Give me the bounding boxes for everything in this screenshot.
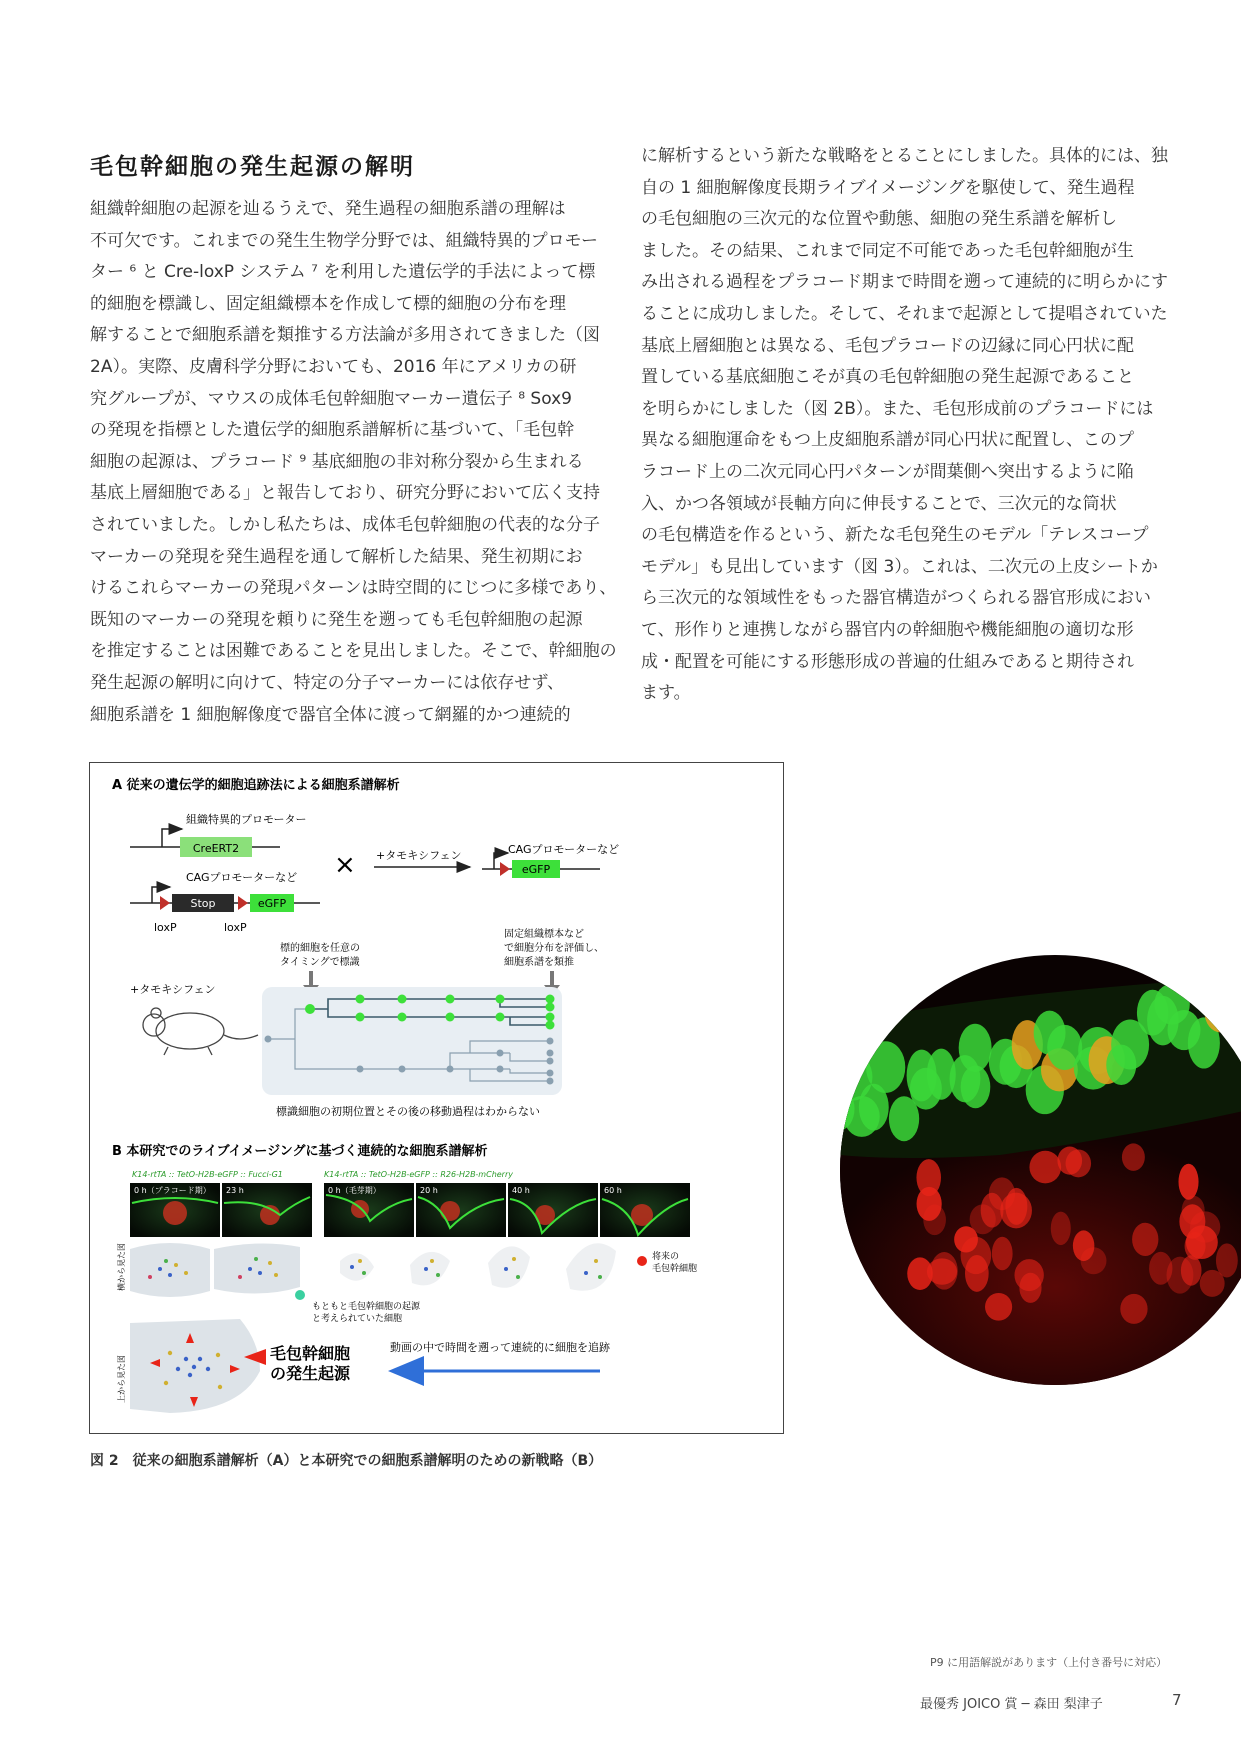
red-nucleus — [985, 1293, 1012, 1321]
panel-a-title: A 従来の遺伝学的細胞追跡法による細胞系譜解析 — [112, 778, 400, 793]
egfp-label: eGFP — [257, 897, 287, 910]
text-line: 2A）。実際、皮膚科学分野においても、2016 年にアメリカの研 — [90, 356, 577, 377]
text-line: 発生起源の解明に向けて、特定の分子マーカーには依存せず、 — [90, 672, 564, 693]
time-label-0: 0 h（プラコード期） — [134, 1186, 211, 1195]
section-heading: 毛包幹細胞の発生起源の解明 — [90, 154, 415, 180]
text-line: に解析するという新たな戦略をとることにしました。具体的には、独 — [641, 146, 1168, 166]
origin-thought-marker — [295, 1290, 305, 1300]
top-view-rendering — [130, 1319, 260, 1413]
figure-caption: 図 2 従来の細胞系譜解析（A）と本研究での細胞系譜解明のための新戦略（B） — [90, 1453, 603, 1469]
red-nucleus — [1120, 1294, 1147, 1324]
fixed-label-2: で細胞分布を評価し、 — [504, 943, 604, 954]
red-nucleus — [1122, 1143, 1145, 1170]
text-line: 細胞系譜を 1 細胞解像度で器官全体に渡って網羅的かつ連続的 — [90, 704, 571, 725]
text-line: 置している基底細胞こそが真の毛包幹細胞の発生起源であること — [641, 367, 1134, 388]
left-column — [90, 194, 617, 731]
cag-promoter-label-2: CAGプロモーターなど — [508, 843, 620, 856]
green-nucleus — [866, 1041, 905, 1093]
origin-thought-label-2: と考えられていた細胞 — [312, 1314, 403, 1324]
text-line: の発現を指標とした遺伝学的細胞系譜解析に基づいて、「毛包幹 — [90, 420, 575, 441]
red-nucleus — [1081, 1247, 1107, 1274]
origin-label-2: の発生起源 — [270, 1364, 351, 1383]
future-stem-label-2: 毛包幹細胞 — [652, 1264, 698, 1274]
tamoxifen-arrow-label: +タモキシフェン — [376, 849, 462, 862]
text-line: 入、かつ各領域が長軸方向に伸長することで、三次元的な筒状 — [641, 493, 1117, 514]
green-nucleus — [1230, 994, 1241, 1040]
red-nucleus — [992, 1237, 1013, 1271]
text-line: 成・配置を可能にする形態形成の普遍的仕組みであると期待され — [641, 651, 1134, 672]
tamoxifen-mouse-label: +タモキシフェン — [130, 983, 216, 996]
future-stem-label-1: 将来の — [652, 1252, 680, 1262]
red-nucleus — [1066, 1149, 1092, 1177]
egfp-label-2: eGFP — [521, 863, 551, 876]
panel-b-title: B 本研究でのライブイメージングに基づく連続的な細胞系譜解析 — [112, 1144, 488, 1159]
green-nucleus — [959, 1024, 992, 1072]
text-line: 自の 1 細胞解像度長期ライブイメージングを駆使して、発生過程 — [641, 177, 1135, 198]
page-number: 7 — [1172, 1691, 1182, 1709]
text-line: て、形作りと連携しながら器官内の幹細胞や機能細胞の適切な形 — [641, 619, 1134, 640]
creert2-label: CreERT2 — [192, 842, 240, 855]
text-line: ることに成功しました。そして、それまで起源として提唱されていた — [641, 303, 1168, 324]
red-nucleus — [1182, 1196, 1205, 1225]
time-label-1: 23 h — [226, 1186, 244, 1195]
right-column — [641, 141, 1168, 710]
text-line: 既知のマーカーの発現を頼りに発生を遡っても毛包幹細胞の起源 — [90, 609, 583, 630]
green-nucleus — [1205, 992, 1237, 1033]
red-nucleus — [1167, 1257, 1194, 1294]
text-line: ました。その結果、これまで同定不可能であった毛包幹細胞が生 — [641, 240, 1134, 261]
green-nucleus — [1188, 1017, 1220, 1068]
red-nucleus — [917, 1187, 942, 1221]
red-nucleus — [989, 1177, 1015, 1210]
red-nucleus — [1179, 1164, 1199, 1200]
page-footer: 最優秀 JOICO 賞 ─ 森田 梨津子 — [920, 1697, 1103, 1712]
text-line: 究グループが、マウスの成体毛包幹細胞マーカー遺伝子 ⁸ Sox9 — [90, 388, 572, 409]
text-line: 基底上層細胞である」と報告しており、研究分野において広く支持 — [90, 483, 600, 504]
red-nucleus — [931, 1252, 958, 1290]
time-label-5: 60 h — [604, 1186, 622, 1195]
text-line: 細胞の起源は、プラコード ⁹ 基底細胞の非対称分裂から生まれる — [90, 451, 584, 472]
text-line: 基底上層細胞とは異なる、毛包プラコードの辺縁に同心円状に配 — [641, 335, 1134, 356]
genotype-2: K14-rtTA :: TetO-H2B-eGFP :: R26-H2B-mCherry — [324, 1170, 513, 1179]
text-line: ます。 — [641, 683, 691, 704]
future-stem-marker — [637, 1256, 647, 1266]
fixed-label-1: 固定組織標本など — [504, 929, 584, 940]
text-line: を明らかにしました（図 2B）。また、毛包形成前のプラコードには — [641, 398, 1154, 419]
figure-2-graphic — [90, 763, 782, 1432]
footnote: P9 に用語解説があります（上付き番号に対応） — [930, 1656, 1168, 1669]
time-label-4: 40 h — [512, 1186, 530, 1195]
text-line: されていました。しかし私たちは、成体毛包幹細胞の代表的な分子 — [90, 514, 600, 535]
loxp-label-2: loxP — [224, 921, 247, 934]
red-nucleus — [1200, 1270, 1225, 1297]
green-nucleus — [1207, 975, 1237, 1019]
origin-label-1: 毛包幹細胞 — [270, 1344, 351, 1363]
cag-promoter-label: CAGプロモーターなど — [186, 871, 298, 884]
loxp-label-1: loxP — [154, 921, 177, 934]
timing-label-2: タイミングで標識 — [280, 957, 360, 968]
origin-thought-label-1: もともと毛包幹細胞の起源 — [312, 1302, 421, 1312]
red-nucleus — [1029, 1151, 1061, 1184]
text-line: 異なる細胞運命をもつ上皮細胞系譜が同心円状に配置し、このプ — [641, 430, 1134, 451]
stop-label: Stop — [190, 897, 216, 910]
text-line: けるこれらマーカーの発現パターンは時空間的にじつに多様であり、 — [90, 578, 617, 599]
red-nucleus — [1132, 1223, 1158, 1256]
text-line: 的細胞を標識し、固定組織標本を作成して標的細胞の分布を理 — [90, 293, 566, 314]
text-line: 不可欠です。これまでの発生生物学分野では、組織特異的プロモー — [90, 230, 598, 251]
microscopy-image — [840, 955, 1241, 1385]
text-line: 解することで細胞系譜を類推する方法論が多用されてきました（図 — [90, 325, 600, 346]
top-view-label: 上から見た図 — [117, 1355, 126, 1403]
text-line: を推定することは困難であることを見出しました。そこで、幹細胞の — [90, 641, 617, 662]
mouse-illustration — [143, 1008, 258, 1055]
red-nucleus — [961, 1237, 992, 1274]
tissue-promoter-label: 組織特異的プロモーター — [186, 813, 307, 826]
text-line: の毛包構造を作るという、新たな毛包発生のモデル「テレスコープ — [641, 525, 1149, 546]
timing-label-1: 標的細胞を任意の — [280, 943, 360, 954]
text-line: み出される過程をプラコード期まで時間を遡って連続的に明らかにす — [641, 272, 1168, 293]
fixed-label-3: 細胞系譜を類推 — [504, 957, 574, 968]
side-view-label: 横から見た図 — [117, 1243, 126, 1291]
3d-renderings — [130, 1243, 616, 1297]
text-line: ター ⁶ と Cre-loxP システム ⁷ を利用した遺伝学的手法によって標 — [90, 262, 596, 283]
red-nucleus — [1051, 1212, 1071, 1245]
time-label-2: 0 h（毛芽期） — [328, 1186, 381, 1195]
text-line: モデル」も見出しています（図 3）。これは、二次元の上皮シートか — [641, 556, 1158, 577]
green-nucleus — [961, 1066, 991, 1109]
text-line: ら三次元的な領域性をもった器官構造がつくられる器官形成におい — [641, 588, 1151, 609]
red-nucleus — [1019, 1273, 1041, 1303]
figure-2 — [89, 762, 784, 1434]
text-line: マーカーの発現を発生過程を通して解析した結果、発生初期にお — [90, 546, 583, 567]
time-label-3: 20 h — [420, 1186, 438, 1195]
cross-symbol: × — [334, 850, 356, 880]
unknown-note: 標識細胞の初期位置とその後の移動過程はわからない — [276, 1105, 540, 1118]
text-line: ラコード上の二次元同心円パターンが間葉側へ突出するように陥 — [641, 461, 1134, 482]
text-line: 組織幹細胞の起源を辿るうえで、発生過程の細胞系譜の理解は — [90, 199, 566, 219]
trace-back-label: 動画の中で時間を遡って連続的に細胞を追跡 — [390, 1341, 610, 1354]
genotype-1: K14-rtTA :: TetO-H2B-eGFP :: Fucci-G1 — [132, 1170, 283, 1179]
text-line: の毛包細胞の三次元的な位置や動態、細胞の発生系譜を解析し — [641, 209, 1117, 230]
